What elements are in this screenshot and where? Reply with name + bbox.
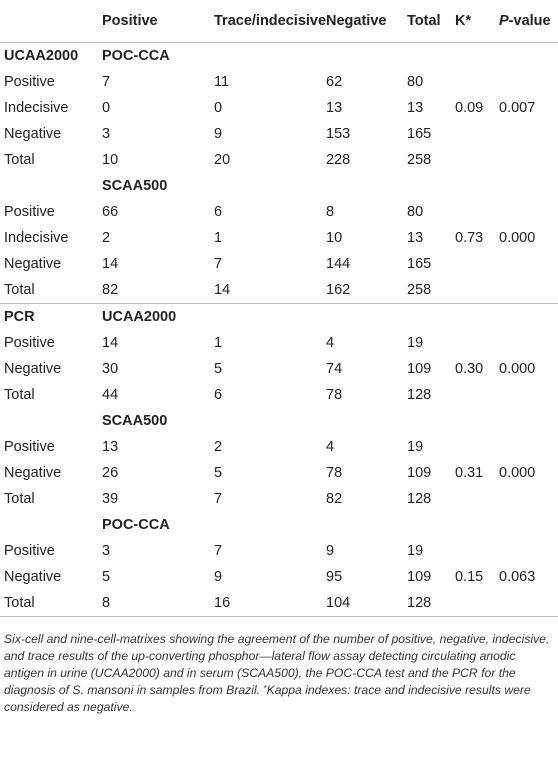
empty-cell [214,304,326,331]
empty-cell [326,512,407,538]
cell-total: 19 [407,335,424,351]
cell-total: 128 [407,387,432,403]
cell-kappa [455,147,499,173]
empty-cell [499,43,558,70]
cell-trace: 1 [214,230,223,246]
cell-trace: 9 [214,569,223,585]
header-blank [0,0,102,43]
cell-pvalue [499,251,558,277]
cell-negative: 162 [326,277,407,304]
cell-total: 128 [407,491,432,507]
section-label: PCR [0,304,102,331]
subgroup-header-row [0,408,558,434]
cell-trace: 7 [214,543,223,559]
cell-kappa: 0.15 [455,569,484,585]
empty-cell [214,512,326,538]
cell-positive: 13 [102,439,119,455]
cell-positive: 10 [102,152,119,168]
cell-total: 128 [407,590,455,617]
row-label: Total [4,152,35,168]
table-footnote [0,617,558,716]
cell-pvalue [499,69,558,95]
cell-kappa [455,330,499,356]
row-label: Positive [4,543,55,559]
cell-trace: 7 [214,256,223,272]
empty-cell [499,304,558,331]
table-row [0,486,558,512]
row-label: Total [0,277,102,304]
cell-positive: 30 [102,361,119,377]
header-pvalue-rest: -value [508,13,551,29]
cell-pvalue: 0.000 [499,230,536,246]
table-row [0,69,558,95]
cell-positive: 82 [102,277,214,304]
cell-positive: 14 [102,256,119,272]
cell-negative: 82 [326,491,343,507]
cell-positive: 14 [102,335,119,351]
cell-trace: 5 [214,361,223,377]
empty-cell [499,408,558,434]
header-row [0,0,558,43]
cell-pvalue: 0.000 [499,361,536,377]
cell-total: 109 [407,569,432,585]
cell-negative: 4 [326,439,335,455]
cell-trace: 20 [214,152,231,168]
row-label: Negative [4,361,62,377]
row-label: Negative [4,126,62,142]
comparison-test-label: SCAA500 [102,178,168,194]
table-body [0,43,558,617]
cell-pvalue: 0.000 [499,465,536,481]
cell-negative: 62 [326,74,343,90]
row-label: Total [4,491,35,507]
empty-cell [326,304,407,331]
table-row [0,121,558,147]
cell-kappa: 0.31 [455,465,484,481]
cell-total: 109 [407,361,432,377]
cell-trace: 2 [214,439,223,455]
empty-cell [455,408,499,434]
table-row [0,434,558,460]
cell-trace: 0 [214,100,223,116]
header-pvalue [499,0,558,43]
section-label [0,512,102,538]
cell-negative: 10 [326,230,343,246]
cell-kappa [455,277,499,304]
cell-trace: 11 [214,74,230,90]
row-label: Indecisive [4,100,69,116]
cell-negative: 104 [326,590,407,617]
header-pvalue-p: P [499,13,509,29]
row-label: Total [0,590,102,617]
subgroup-header-row [0,512,558,538]
cell-kappa [455,434,499,460]
cell-positive: 66 [102,204,119,220]
cell-trace: 7 [214,491,223,507]
empty-cell [407,408,455,434]
cell-pvalue [499,382,558,408]
cell-positive: 0 [102,100,111,116]
row-label: Positive [4,335,55,351]
footnote-text-2: Kappa indexes: trace and indecisive results were considered as negative. [4,683,531,714]
cell-negative: 13 [326,100,343,116]
cell-total: 165 [407,126,432,142]
cell-trace: 5 [214,465,223,481]
cell-kappa [455,69,499,95]
cell-kappa [455,251,499,277]
empty-cell [214,43,326,70]
cell-pvalue [499,590,558,617]
cell-negative: 4 [326,335,335,351]
cell-pvalue [499,121,558,147]
comparison-test-label: UCAA2000 [102,304,214,331]
table-row [0,251,558,277]
cell-kappa: 0.30 [455,361,484,377]
table-row [0,277,558,304]
row-label: Negative [4,569,62,585]
cell-pvalue [499,199,558,225]
empty-cell [407,304,455,331]
empty-cell [214,408,326,434]
cell-positive: 3 [102,543,111,559]
cell-pvalue [499,147,558,173]
cell-total: 80 [407,74,424,90]
empty-cell [455,173,499,199]
cell-positive: 3 [102,126,111,142]
cell-positive: 44 [102,387,119,403]
cell-kappa [455,199,499,225]
cell-pvalue: 0.007 [499,100,536,116]
section-label: UCAA2000 [4,48,79,64]
cell-positive: 7 [102,74,111,90]
cell-positive: 2 [102,230,111,246]
cell-kappa [455,382,499,408]
cell-negative: 78 [326,465,343,481]
subgroup-header-row [0,173,558,199]
header-positive: Positive [102,0,214,43]
table-row [0,95,558,121]
empty-cell [407,173,455,199]
section-label [0,408,102,434]
table-row [0,356,558,382]
cell-trace: 6 [214,204,223,220]
table-row [0,382,558,408]
cell-trace: 1 [214,335,223,351]
cell-kappa: 0.09 [455,100,484,116]
table-row [0,147,558,173]
empty-cell [455,304,499,331]
header-negative: Negative [326,0,407,43]
cell-negative: 74 [326,361,343,377]
row-label: Positive [4,439,55,455]
empty-cell [326,43,407,70]
cell-total: 109 [407,465,432,481]
cell-kappa: 0.73 [455,230,484,246]
cell-negative: 144 [326,256,351,272]
cell-positive: 5 [102,569,111,585]
row-label: Total [4,387,35,403]
cell-trace: 9 [214,126,223,142]
cell-total: 258 [407,277,455,304]
cell-total: 13 [407,100,424,116]
cell-negative: 95 [326,569,343,585]
subgroup-header-row [0,304,558,331]
comparison-test-label: POC-CCA [102,48,170,64]
table-row [0,590,558,617]
table-row [0,564,558,590]
table-row [0,538,558,564]
cell-negative: 9 [326,543,335,559]
row-label: Negative [4,465,62,481]
empty-cell [455,43,499,70]
empty-cell [407,43,455,70]
section-label [0,173,102,199]
cell-kappa [455,538,499,564]
cell-pvalue [499,538,558,564]
cell-pvalue [499,486,558,512]
cell-negative: 153 [326,126,351,142]
footnote-text-1: Six-cell and nine-cell-matrixes showing the agreement of the number of positive, negative, indecisive, and trace results of the up-converting phosphor—lateral flow assay detecting circulating anodic antigen in urine (UCAA2000) and in serum (SCAA500), the POC-CCA test and the PCR for the diagnosis of S. mansoni in samples from Brazil. [4,632,550,697]
empty-cell [455,512,499,538]
cell-total: 80 [407,204,424,220]
subgroup-header-row [0,43,558,70]
cell-pvalue [499,434,558,460]
cell-pvalue [499,277,558,304]
header-total: Total [407,0,455,43]
cell-kappa [455,590,499,617]
header-kappa: K* [455,0,499,43]
row-label: Positive [4,204,55,220]
cell-total: 258 [407,152,432,168]
cell-kappa [455,121,499,147]
cell-negative: 78 [326,387,343,403]
table-row [0,225,558,251]
cell-kappa [455,486,499,512]
cell-positive: 8 [102,590,214,617]
empty-cell [499,512,558,538]
cell-total: 19 [407,543,424,559]
comparison-test-label: SCAA500 [102,413,168,429]
row-label: Positive [4,74,55,90]
cell-negative: 228 [326,152,351,168]
cell-total: 13 [407,230,424,246]
cell-trace: 14 [214,277,326,304]
empty-cell [499,173,558,199]
empty-cell [326,173,407,199]
cell-trace: 16 [214,590,326,617]
row-label: Negative [4,256,62,272]
cell-pvalue [499,330,558,356]
empty-cell [407,512,455,538]
cell-pvalue: 0.063 [499,569,536,585]
table-row [0,330,558,356]
comparison-test-label: POC-CCA [102,517,170,533]
row-label: Indecisive [4,230,69,246]
cell-negative: 8 [326,204,335,220]
cell-positive: 39 [102,491,119,507]
cell-trace: 6 [214,387,223,403]
empty-cell [326,408,407,434]
table-row [0,460,558,486]
cell-positive: 26 [102,465,119,481]
footnote-star: * [263,684,267,693]
cell-total: 19 [407,439,424,455]
empty-cell [214,173,326,199]
table-row [0,199,558,225]
cell-total: 165 [407,256,432,272]
header-trace: Trace/indecisive [214,0,326,43]
